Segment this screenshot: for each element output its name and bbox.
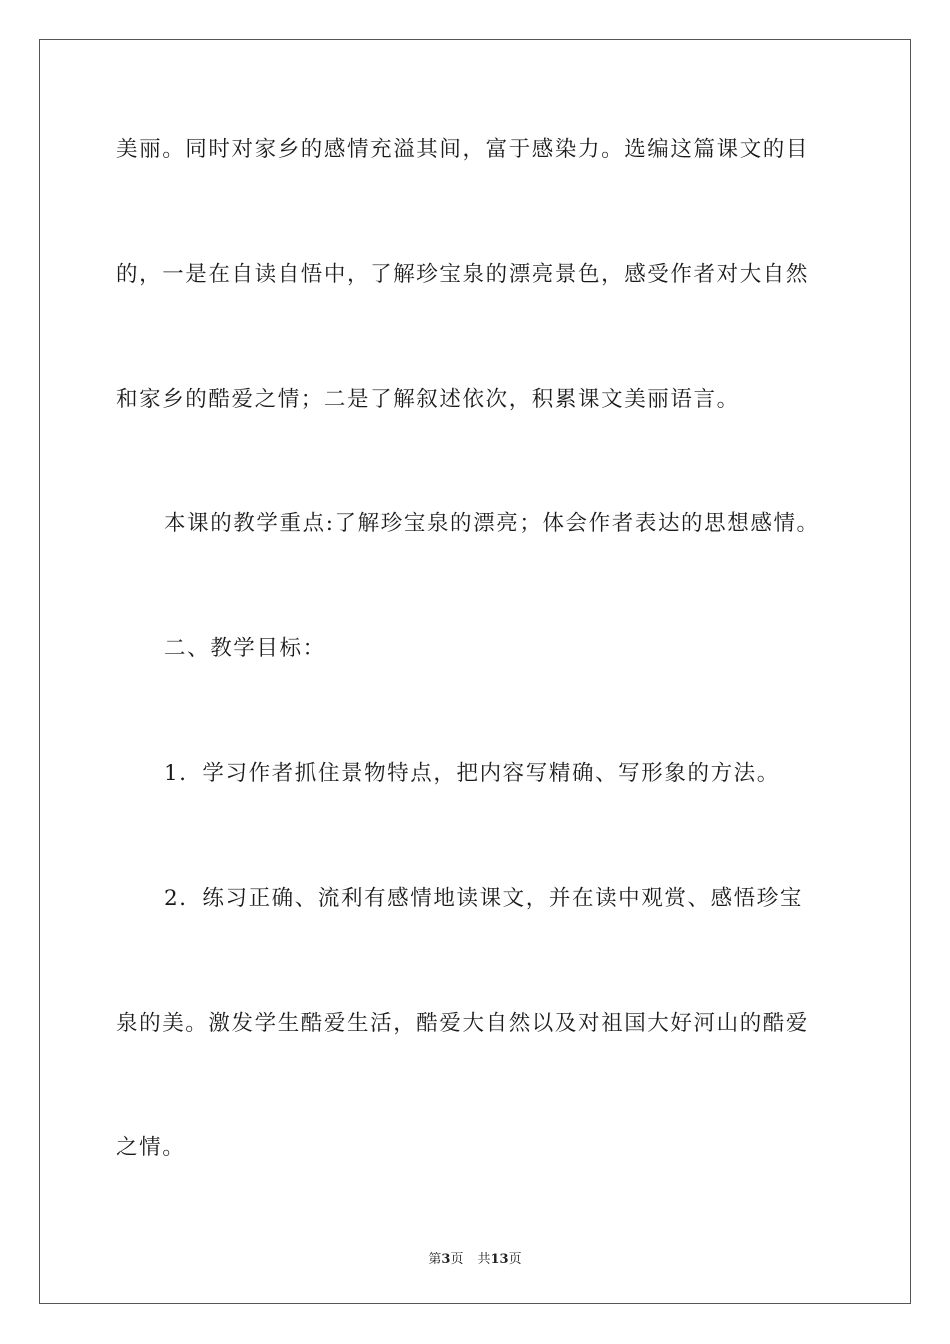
objective-item-2: 2．练习正确、流利有感情地读课文，并在读中观赏、感悟珍宝: [164, 886, 803, 911]
paragraph-line: 的，一是在自读自悟中，了解珍宝泉的漂亮景色，感受作者对大自然: [116, 262, 810, 287]
page-label-suffix: 页: [450, 1252, 464, 1267]
paragraph-line: 和家乡的酷爱之情；二是了解叙述依次，积累课文美丽语言。: [116, 387, 740, 412]
total-label-suffix: 页: [508, 1252, 522, 1267]
objective-item-1: 1．学习作者抓住景物特点，把内容写精确、写形象的方法。: [164, 761, 780, 786]
section-heading: 二、教学目标：: [164, 636, 326, 661]
total-label-prefix: 共: [477, 1252, 491, 1267]
page-footer: [0, 1248, 950, 1267]
total-page-count: 13: [490, 1252, 509, 1267]
teaching-focus-line: 本课的教学重点:了解珍宝泉的漂亮；体会作者表达的思想感情。: [164, 511, 820, 536]
page-label-prefix: 第: [428, 1252, 442, 1267]
current-page-number: 3: [441, 1252, 451, 1267]
page-border: [39, 39, 911, 1304]
paragraph-line: 之情。: [116, 1135, 186, 1160]
paragraph-line: 泉的美。激发学生酷爱生活，酷爱大自然以及对祖国大好河山的酷爱: [116, 1011, 810, 1036]
paragraph-line: 美丽。同时对家乡的感情充溢其间，富于感染力。选编这篇课文的目: [116, 137, 810, 162]
